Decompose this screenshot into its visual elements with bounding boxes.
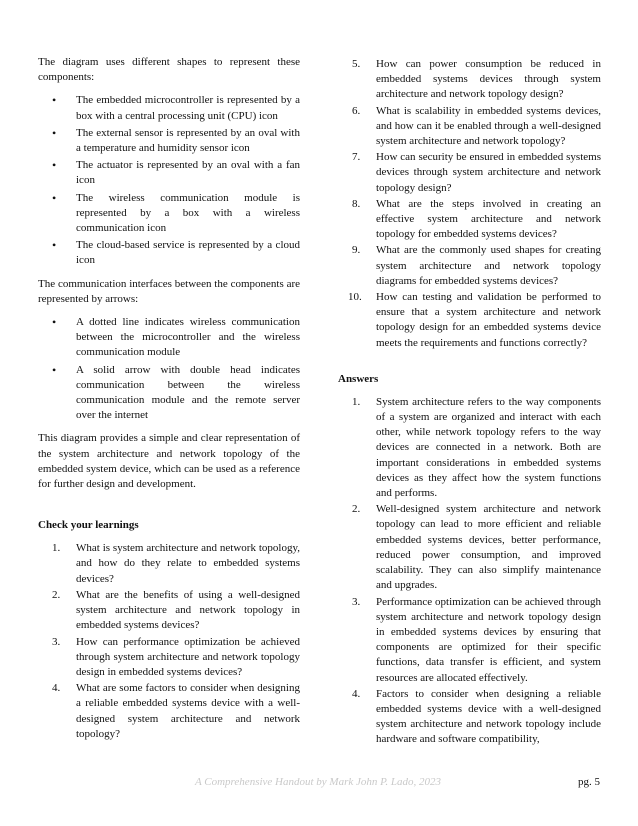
- list-item: • The actuator is represented by an oval with a fan icon: [76, 158, 300, 188]
- footer-credit: A Comprehensive Handout by Mark John P. Lado, 2023: [195, 776, 442, 788]
- list-item: [52, 588, 300, 634]
- item-number: 9.: [352, 244, 361, 257]
- list-item: • A solid arrow with double head indicates communication between the wireless communication module and the remote server over the internet: [76, 363, 300, 424]
- item-number: 2.: [352, 503, 361, 516]
- item-text: What is system architecture and network topology, and how do they relate to embedded systems devices?: [76, 542, 300, 585]
- answers-heading: Answers: [338, 372, 379, 385]
- answers-list: [338, 395, 601, 748]
- item-text: How can power consumption be reduced in embedded systems devices through system architecture and network topology design?: [376, 58, 601, 101]
- item-number: 10.: [348, 291, 362, 304]
- item-number: 6.: [352, 104, 361, 117]
- list-item: [352, 104, 601, 150]
- item-number: 2.: [52, 588, 61, 601]
- list-item: • The embedded microcontroller is represented by a box with a central processing unit (CPU) icon: [76, 93, 300, 123]
- questions-list-left: [38, 541, 300, 742]
- item-number: 1.: [352, 395, 361, 408]
- item-text: What is scalability in embedded systems devices, and how can it be enabled through a well-designed system architecture and network topology?: [376, 104, 601, 148]
- item-text: How can performance optimization be achieved through system architecture and network topology design in embedded systems devices?: [76, 635, 300, 678]
- item-text: Well-designed system architecture and network topology can lead to more efficient and reliable embedded systems devices, better performance, reduced power consumption, and improved scalability. They can also simplify maintenance and upgrades.: [376, 503, 601, 592]
- list-item: • The cloud-based service is represented by a cloud icon: [76, 238, 300, 268]
- item-number: 4.: [52, 682, 61, 695]
- item-number: 5.: [352, 58, 361, 70]
- item-number: 7.: [352, 151, 361, 164]
- shapes-intro: The diagram uses different shapes to represent these components:: [38, 56, 300, 84]
- item-number: 1.: [52, 542, 61, 555]
- list-item: [52, 541, 300, 587]
- list-item: [52, 635, 300, 681]
- list-item: [352, 57, 601, 103]
- list-item: • The wireless communication module is represented by a box with a wireless communication icon: [76, 191, 300, 237]
- item-number: 3.: [352, 595, 361, 608]
- item-number: 8.: [352, 197, 361, 210]
- item-text: System architecture refers to the way components of a system are organized and interact with each other, while network topology refers to the way devices are connected in a network. Both are important considerations in embedded systems devices as they affect how the system functions and performs.: [376, 395, 601, 500]
- item-number: 4.: [352, 687, 361, 700]
- list-item: [352, 197, 601, 243]
- left-column: [38, 55, 300, 743]
- list-item: • A dotted line indicates wireless communication between the microcontroller and the wireless communication module: [76, 315, 300, 361]
- item-text: Factors to consider when designing a reliable embedded systems device with a well-designed system architecture and network topology include hardware and software compatibility,: [376, 687, 601, 746]
- item-number: 3.: [52, 635, 61, 648]
- list-item: [348, 290, 601, 351]
- list-item: [352, 502, 601, 593]
- item-text: Performance optimization can be achieved through system architecture and network topology design in embedded systems devices by ensuring that components are optimized for their specific functions, data transfer is efficient, and system resources are allocated effectively.: [376, 595, 601, 684]
- questions-list-right: [338, 57, 601, 351]
- list-item: [352, 595, 601, 686]
- list-item: [352, 687, 601, 748]
- check-learnings-heading: Check your learnings: [38, 519, 139, 532]
- list-item: [352, 243, 601, 289]
- summary-paragraph: This diagram provides a simple and clear representation of the system architecture and network topology of the embedded system device, which can be used as a reference for further design and development.: [38, 432, 300, 491]
- item-text: What are some factors to consider when designing a reliable embedded systems device with a well-designed system architecture and network topology?: [76, 682, 300, 740]
- item-text: What are the benefits of using a well-designed system architecture and network topology in embedded systems devices?: [76, 588, 300, 632]
- item-text: What are the steps involved in creating an effective system architecture and network topology for embedded systems devices?: [376, 197, 601, 241]
- item-text: How can testing and validation be performed to ensure that a system architecture and network topology design for an embedded systems device meets the requirements and functions correctly?: [376, 291, 601, 349]
- item-text: How can security be ensured in embedded systems devices through system architecture and network topology design?: [376, 151, 601, 194]
- arrows-list: [38, 315, 300, 423]
- right-column: [338, 57, 601, 749]
- item-text: What are the commonly used shapes for creating system architecture and network topology diagrams for embedded systems devices?: [376, 244, 601, 287]
- interfaces-intro: The communication interfaces between the components are represented by arrows:: [38, 277, 300, 305]
- shapes-list: [38, 93, 300, 268]
- list-item: [52, 681, 300, 742]
- list-item: • The external sensor is represented by an oval with a temperature and humidity sensor icon: [76, 126, 300, 156]
- list-item: [352, 395, 601, 501]
- list-item: [352, 150, 601, 196]
- page-number: pg. 5: [578, 776, 600, 788]
